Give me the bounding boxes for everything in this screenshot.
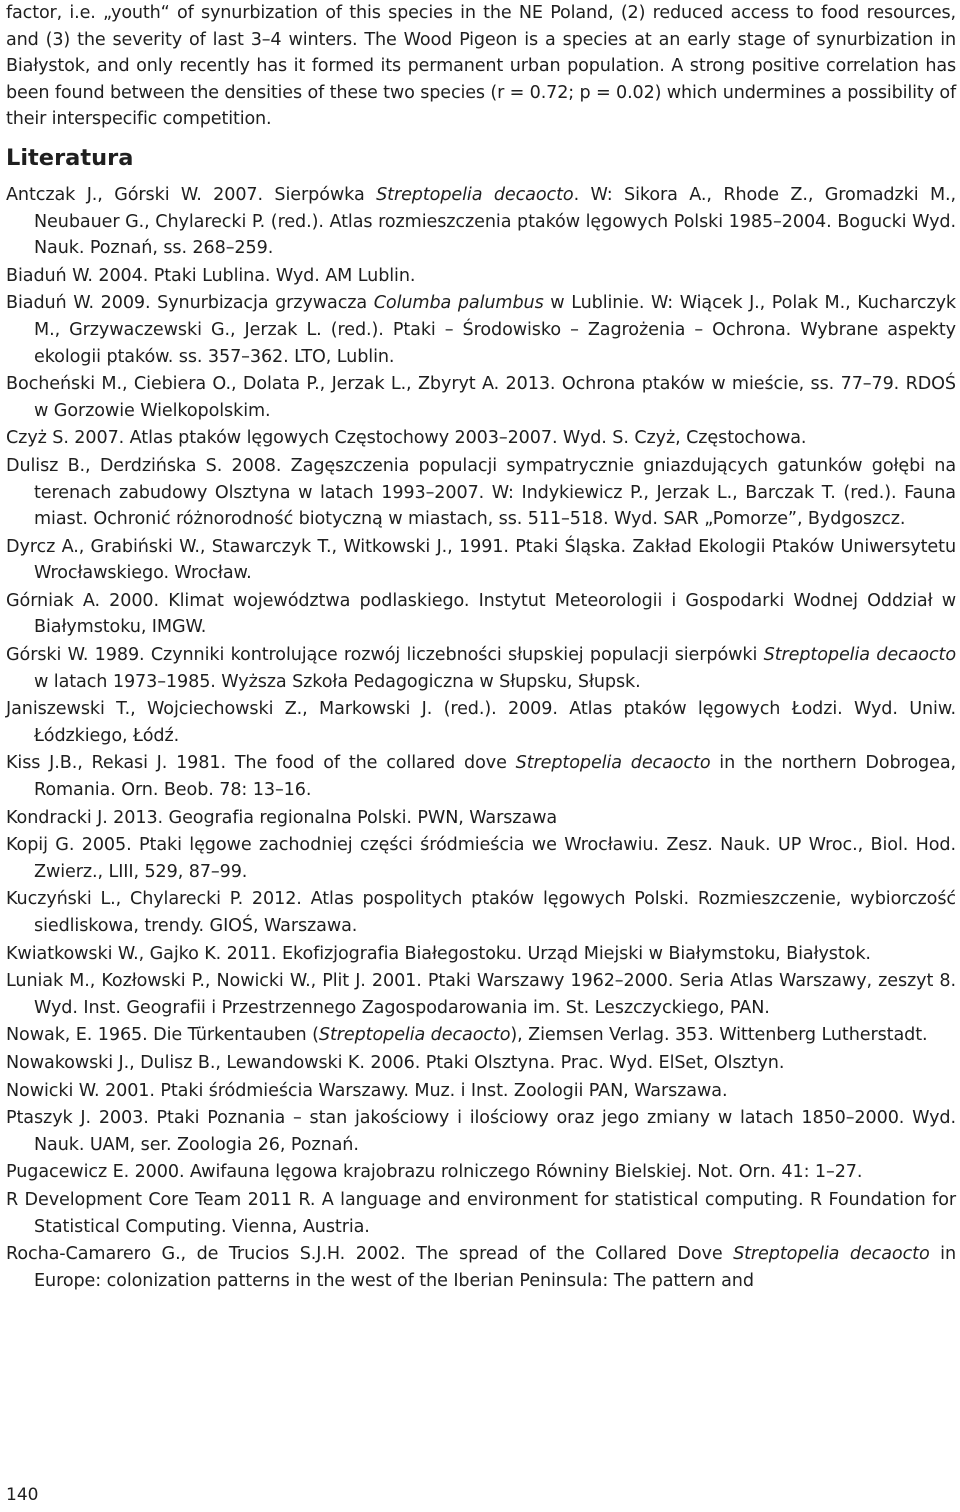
reference-entry bbox=[6, 1187, 956, 1240]
references-heading: Literatura bbox=[6, 144, 134, 171]
reference-text: Janiszewski T., Wojciechowski Z., Markowski J. (red.). 2009. Atlas ptaków lęgowych Łodzi. Wyd. Uniw. Łódzkiego, Łódź. bbox=[6, 699, 956, 746]
reference-text: in Europe: colonization patterns in the west of the Iberian Peninsula: The pattern and bbox=[34, 1244, 956, 1291]
page-number: 140 bbox=[6, 1485, 39, 1505]
reference-entry bbox=[6, 968, 956, 1021]
reference-text: Nowakowski J., Dulisz B., Lewandowski K. 2006. Ptaki Olsztyna. Prac. Wyd. ElSet, Olsztyn. bbox=[6, 1052, 785, 1073]
species-name: Streptopelia decaocto bbox=[376, 184, 574, 205]
reference-text: Biaduń W. 2009. Synurbizacja grzywacza bbox=[6, 293, 374, 314]
reference-text: ), Ziemsen Verlag. 353. Wittenberg Lutherstadt. bbox=[510, 1025, 928, 1046]
species-name: Streptopelia decaocto bbox=[733, 1244, 930, 1265]
reference-text: . W: Sikora A., Rhode Z., Gromadzki M., Neubauer G., Chylarecki P. (red.). Atlas rozmieszczenia ptaków lęgowych Polski 1985–2004. Bogucki Wyd. Nauk. Poznań, ss. 268–259. bbox=[34, 184, 957, 259]
reference-text: Luniak M., Kozłowski P., Nowicki W., Plit J. 2001. Ptaki Warszawy 1962–2000. Seria Atlas Warszawy, zeszyt 8. Wyd. Inst. Geografii i Przestrzennego Zagospodarowania im. St. Leszczyckiego, PAN. bbox=[6, 971, 956, 1018]
references-list bbox=[6, 182, 956, 1294]
reference-text: Kopij G. 2005. Ptaki lęgowe zachodniej części śródmieścia we Wrocławiu. Zesz. Nauk. UP Wroc., Biol. Hod. Zwierz., LIII, 529, 87–99. bbox=[6, 835, 956, 882]
species-name: Streptopelia decaocto bbox=[515, 753, 711, 774]
reference-text: Górniak A. 2000. Klimat województwa podlaskiego. Instytut Meteorologii i Gospodarki Wodnej Oddział w Białymstoku, IMGW. bbox=[6, 590, 956, 638]
reference-text: Nowak, E. 1965. Die Türkentauben ( bbox=[6, 1025, 319, 1046]
reference-entry bbox=[6, 263, 956, 290]
species-name: Streptopelia decaocto bbox=[763, 645, 956, 666]
reference-entry bbox=[6, 750, 956, 803]
reference-entry bbox=[6, 642, 956, 695]
reference-text: w latach 1973–1985. Wyższa Szkoła Pedagogiczna w Słupsku, Słupsk. bbox=[34, 671, 641, 692]
reference-entry bbox=[6, 453, 956, 533]
reference-entry bbox=[6, 588, 956, 641]
reference-entry bbox=[6, 371, 956, 424]
reference-text: Biaduń W. 2004. Ptaki Lublina. Wyd. AM Lublin. bbox=[6, 265, 416, 286]
intro-paragraph: factor, i.e. „youth“ of synurbization of this species in the NE Poland, (2) reduced access to food resources, and (3) the severity of last 3–4 winters. The Wood Pigeon is a species at an early stage of synurbization in Białystok, and only recently has it formed its permanent urban population. A strong positive correlation has been found between the densities of these two species (r = 0.72; p = 0.02) which undermines a possibility of their interspecific competition. bbox=[6, 3, 956, 130]
reference-text: Antczak J., Górski W. 2007. Sierpówka bbox=[6, 184, 377, 205]
reference-text: R Development Core Team 2011 R. A language and environment for statistical computing. R Foundation for Statistical Computing. Vienna, Austria. bbox=[6, 1189, 956, 1237]
reference-text: w Lublinie. W: Wiącek J., Polak M., Kucharczyk M., Grzywaczewski G., Jerzak L. (red.). Ptaki – Środowisko – Zagrożenia – Ochrona. Wybrane aspekty ekologii ptaków. ss. 357–362. LTO, Lublin. bbox=[34, 293, 957, 367]
reference-entry bbox=[6, 886, 956, 939]
reference-entry bbox=[6, 1105, 956, 1158]
reference-entry bbox=[6, 290, 956, 370]
reference-entry bbox=[6, 941, 956, 968]
species-name: Columba palumbus bbox=[373, 293, 544, 314]
reference-entry bbox=[6, 534, 956, 587]
reference-text: Bocheński M., Ciebiera O., Dolata P., Jerzak L., Zbyryt A. 2013. Ochrona ptaków w mieście, ss. 77–79. RDOŚ w Gorzowie Wielkopolskim. bbox=[6, 374, 956, 421]
reference-text: Nowicki W. 2001. Ptaki śródmieścia Warszawy. Muz. i Inst. Zoologii PAN, Warszawa. bbox=[6, 1080, 728, 1101]
reference-text: Kondracki J. 2013. Geografia regionalna Polski. PWN, Warszawa bbox=[6, 807, 558, 828]
page bbox=[6, 0, 956, 1512]
reference-entry bbox=[6, 425, 956, 452]
reference-text: Kuczyński L., Chylarecki P. 2012. Atlas pospolitych ptaków lęgowych Polski. Rozmieszczenie, wybiorczość siedliskowa, trendy. GIOŚ, Warszawa. bbox=[6, 889, 956, 936]
reference-text: Dulisz B., Derdzińska S. 2008. Zagęszczenia populacji sympatrycznie gniazdujących gatunków gołębi na terenach zabudowy Olsztyna w latach 1993–2007. W: Indykiewicz P., Jerzak L., Barczak T. (red.). Fauna miast. Ochronić różnorodność biotyczną w miastach, ss. 511–518. Wyd. SAR „Pomorze”, Bydgoszcz. bbox=[6, 455, 956, 530]
reference-text: Rocha-Camarero G., de Trucios S.J.H. 2002. The spread of the Collared Dove bbox=[6, 1244, 734, 1265]
reference-entry bbox=[6, 182, 956, 262]
reference-text: Dyrcz A., Grabiński W., Stawarczyk T., Witkowski J., 1991. Ptaki Śląska. Zakład Ekologii Ptaków Uniwersytetu Wrocławskiego. Wrocław. bbox=[6, 536, 956, 584]
reference-entry bbox=[6, 805, 956, 832]
reference-text: Kiss J.B., Rekasi J. 1981. The food of the collared dove bbox=[6, 753, 516, 774]
reference-text: Kwiatkowski W., Gajko K. 2011. Ekofizjografia Białegostoku. Urząd Miejski w Białymstoku, Białystok. bbox=[6, 943, 871, 964]
reference-text: Górski W. 1989. Czynniki kontrolujące rozwój liczebności słupskiej populacji sierpówki bbox=[6, 645, 764, 666]
reference-text: Czyż S. 2007. Atlas ptaków lęgowych Częstochowy 2003–2007. Wyd. S. Czyż, Częstochowa. bbox=[6, 428, 807, 449]
reference-entry bbox=[6, 1078, 956, 1105]
reference-entry bbox=[6, 1159, 956, 1186]
reference-entry bbox=[6, 1241, 956, 1294]
reference-text: Ptaszyk J. 2003. Ptaki Poznania – stan jakościowy i ilościowy oraz jego zmiany w latach 1850–2000. Wyd. Nauk. UAM, ser. Zoologia 26, Poznań. bbox=[6, 1108, 956, 1155]
species-name: Streptopelia decaocto bbox=[318, 1025, 511, 1046]
reference-text: Pugacewicz E. 2000. Awifauna lęgowa krajobrazu rolniczego Równiny Bielskiej. Not. Orn. 41: 1–27. bbox=[6, 1162, 863, 1183]
reference-text: in the northern Dobrogea, Romania. Orn. Beob. 78: 13–16. bbox=[34, 753, 956, 801]
reference-entry bbox=[6, 832, 956, 885]
reference-entry bbox=[6, 1022, 956, 1049]
reference-entry bbox=[6, 696, 956, 749]
reference-entry bbox=[6, 1050, 956, 1077]
